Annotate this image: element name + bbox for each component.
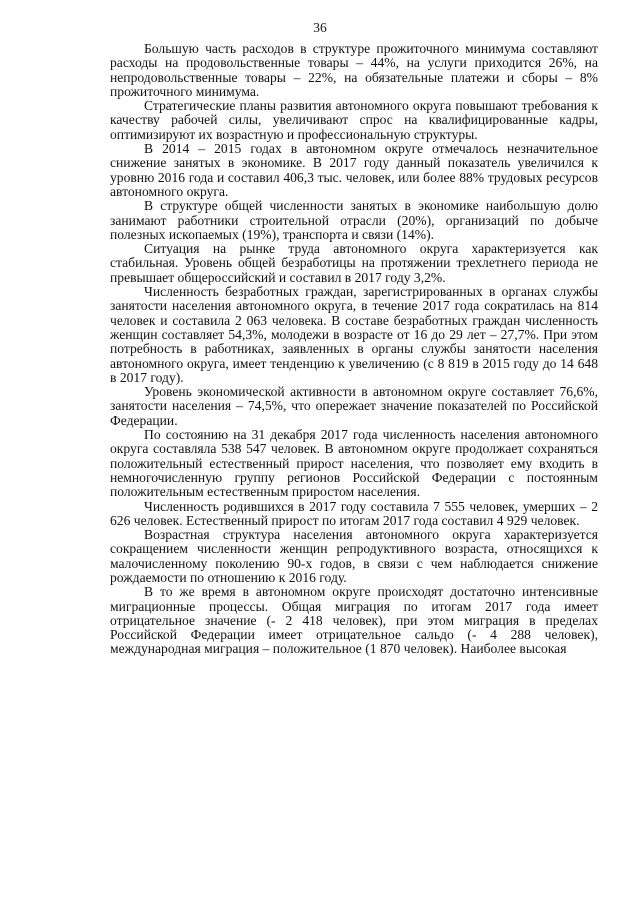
document-body [110, 42, 598, 657]
paragraph-unemployed-citizens: Численность безработных граждан, зарегистрированных в органах службы занятости населения автономного округа, в течение 2017 года сократилась на 814 человек и составила 2 063 человека. В составе безработных граждан численность женщин составляет 54,3%, молодежи в возрасте от 16 до 29 лет – 27,7%. При этом потребность в работниках, заявленных в органы службы занятости населения автономного округа, имеет тенденцию к увеличению (с 8 819 в 2015 году до 14 648 в 2017 году). [110, 284, 598, 385]
paragraph-population: По состоянию на 31 декабря 2017 года численность населения автономного округа составляла 538 547 человек. В автономном округе продолжает сохраняться положительный естественный прирост населения, что позволяет ему входить в немногочисленную группу регионов Российской Федерации с постоянным положительным естественным приростом населения. [110, 427, 598, 500]
paragraph-births-deaths: Численность родившихся в 2017 году составила 7 555 человек, умерших – 2 626 человек. Естественный прирост по итогам 2017 года составил 4 929 человек. [110, 498, 598, 528]
paragraph-labor-market: Ситуация на рынке труда автономного округа характеризуется как стабильная. Уровень общей безработицы на протяжении трехлетнего периода не превышает общероссийский и составил в 2017 году 3,2%. [110, 241, 598, 285]
paragraph-migration: В то же время в автономном округе происходят достаточно интенсивные миграционные процессы. Общая миграция по итогам 2017 года имеет отрицательное значение (- 2 418 человек), при этом миграция в пределах Российской Федерации имеет отрицательное сальдо (- 4 288 человек), международная миграция – положительное (1 870 человек). Наиболее высокая [110, 584, 598, 657]
page-number: 36 [313, 20, 327, 35]
paragraph-strategic-plans: Стратегические планы развития автономного округа повышают требования к качеству рабочей силы, увеличивают спрос на квалифицированные кадры, оптимизируют их возрастную и профессиональную структуры. [110, 98, 598, 142]
paragraph-employment-dynamics: В 2014 – 2015 годах в автономном округе отмечалось незначительное снижение занятых в экономике. В 2017 году данный показатель увеличился к уровню 2016 года и составил 406,3 тыс. человек, или более 88% трудовых ресурсов автономного округа. [110, 141, 598, 199]
paragraph-economic-activity: Уровень экономической активности в автономном округе составляет 76,6%, занятости населения – 74,5%, что опережает значение показателей по Российской Федерации. [110, 384, 598, 428]
paragraph-age-structure: Возрастная структура населения автономного округа характеризуется сокращением численности женщин репродуктивного возраста, относящихся к малочисленному поколению 90-х годов, в связи с чем наблюдается снижение рождаемости по отношению к 2016 году. [110, 527, 598, 585]
paragraph-employment-structure: В структуре общей численности занятых в экономике наибольшую долю занимают работники строительной отрасли (20%), организаций по добыче полезных ископаемых (19%), транспорта и связи (14%). [110, 198, 598, 242]
paragraph-living-wage-structure: Большую часть расходов в структуре прожиточного минимума составляют расходы на продовольственные товары – 44%, на услуги приходится 26%, на непродовольственные товары – 22%, на обязательные платежи и сборы – 8% прожиточного минимума. [110, 41, 598, 99]
